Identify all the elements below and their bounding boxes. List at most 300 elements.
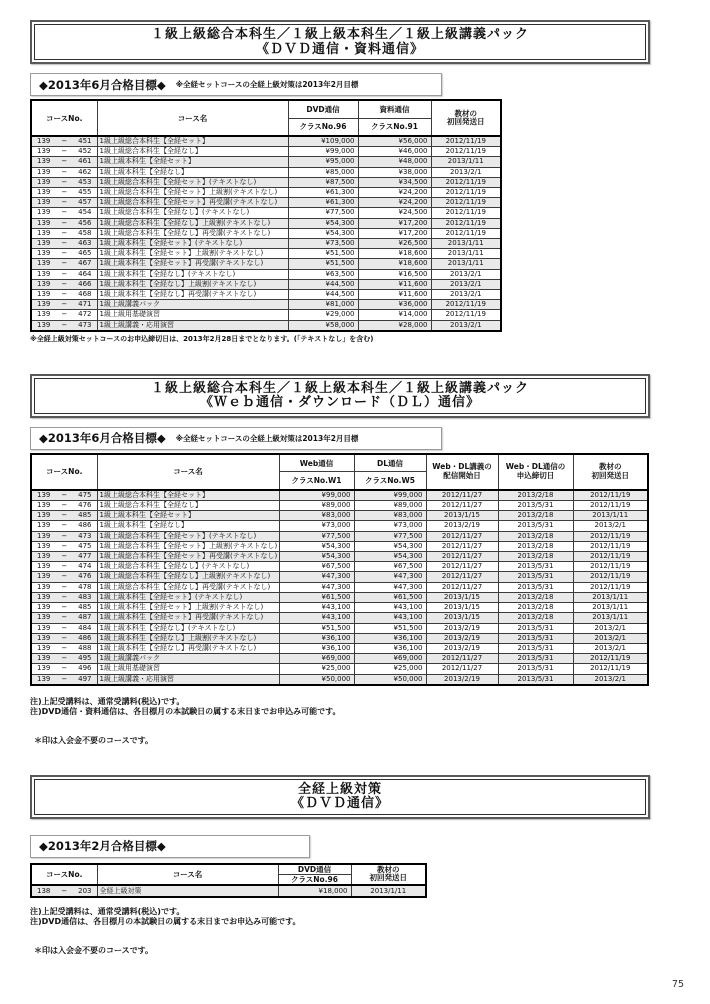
date-cell: 2013/1/15 xyxy=(426,592,498,602)
date-cell: 2013/1/15 xyxy=(426,613,498,623)
date-cell: 2013/1/15 xyxy=(426,511,498,521)
date-cell: 2012/11/27 xyxy=(426,552,498,562)
note-fee: 注)上記受講料は、通常受講料(税込)です。 xyxy=(30,696,185,706)
name-cell: 1級上級本科生【全経セット】 xyxy=(97,157,288,167)
header-materials-date: 教材の 初回発送日 xyxy=(431,100,501,136)
price-cell: ¥17,200 xyxy=(358,228,431,238)
date-cell: 2012/11/27 xyxy=(426,531,498,541)
no-cell: 139 − 464 xyxy=(31,269,97,279)
no-cell: 139 − 486 xyxy=(31,521,97,531)
date-cell: 2013/1/11 xyxy=(431,249,501,259)
no-cell: 138 − 203 xyxy=(31,885,97,897)
no-cell: 139 − 461 xyxy=(31,157,97,167)
section2-goal-note: ※全経セットコースの全経上級対策は2013年2月目標 xyxy=(175,433,359,443)
name-cell: 1級上級本科生【全経セット】 xyxy=(97,511,279,521)
date-cell: 2012/11/19 xyxy=(431,208,501,218)
table-row xyxy=(31,259,501,269)
table-row xyxy=(31,490,648,501)
date-cell: 2013/2/1 xyxy=(573,674,648,685)
price-cell: ¥61,500 xyxy=(354,592,426,602)
note-deadline: 注)DVD通信は、各目標月の本試験日の属する末日までお申込み可能です。 xyxy=(30,916,301,926)
price-cell: ¥95,000 xyxy=(288,157,358,167)
date-cell: 2013/5/31 xyxy=(498,643,573,653)
name-cell: 1級上級総合本科生【全経なし】再受講(テキストなし) xyxy=(97,228,288,238)
name-cell: 1級上級講義パック xyxy=(97,654,279,664)
table-row xyxy=(31,562,648,572)
date-cell: 2012/11/19 xyxy=(573,582,648,592)
price-cell: ¥46,000 xyxy=(358,147,431,157)
table-row xyxy=(31,249,501,259)
price-cell: ¥44,500 xyxy=(288,290,358,300)
price-cell: ¥29,000 xyxy=(288,310,358,320)
date-cell: 2013/1/11 xyxy=(573,592,648,602)
no-cell: 139 − 478 xyxy=(31,582,97,592)
section1-goal-note: ※全経セットコースの全経上級対策は2013年2月目標 xyxy=(175,80,359,89)
no-cell: 139 − 485 xyxy=(31,511,97,521)
date-cell: 2013/1/11 xyxy=(573,603,648,613)
date-cell: 2012/11/27 xyxy=(426,572,498,582)
no-cell: 139 − 475 xyxy=(31,541,97,551)
price-cell: ¥87,500 xyxy=(288,177,358,187)
date-cell: 2012/11/27 xyxy=(426,654,498,664)
no-cell: 139 − 463 xyxy=(31,239,97,249)
no-cell: 139 − 466 xyxy=(31,279,97,289)
name-cell: 1級上級本科生【全経セット】再受講(テキストなし) xyxy=(97,259,288,269)
date-cell: 2012/11/19 xyxy=(431,188,501,198)
price-cell: ¥16,500 xyxy=(358,269,431,279)
note-deadline: 注)DVD通信・資料通信は、各目標月の本試験日の属する末日までお申込み可能です。 xyxy=(30,706,341,716)
price-cell: ¥36,000 xyxy=(358,300,431,310)
name-cell: 1級上級本科生【全経なし】 xyxy=(97,167,288,177)
table-row xyxy=(31,885,426,897)
table-row xyxy=(31,279,501,289)
date-cell: 2013/1/11 xyxy=(431,157,501,167)
price-cell: ¥43,100 xyxy=(279,603,354,613)
table-row xyxy=(31,300,501,310)
price-cell: ¥25,000 xyxy=(279,664,354,674)
no-cell: 139 − 483 xyxy=(31,592,97,602)
price-cell: ¥61,300 xyxy=(288,198,358,208)
section2-notes xyxy=(30,697,710,717)
date-cell: 2012/11/19 xyxy=(431,136,501,147)
no-cell: 139 − 476 xyxy=(31,572,97,582)
header-dvd-class: クラスNo.96 xyxy=(288,118,358,136)
table-row xyxy=(31,198,501,208)
price-cell: ¥61,500 xyxy=(279,592,354,602)
table-row xyxy=(31,320,501,331)
name-cell: 1級上級総合本科生【全経なし】(テキストなし) xyxy=(97,562,279,572)
table-row xyxy=(31,633,648,643)
price-cell: ¥63,500 xyxy=(288,269,358,279)
price-cell: ¥11,600 xyxy=(358,279,431,289)
section1-goal-box xyxy=(30,73,442,96)
price-cell: ¥18,000 xyxy=(278,885,351,897)
header-stream-start: Web・DL講義の 配信開始日 xyxy=(426,454,498,490)
section3-title-box xyxy=(30,775,650,819)
name-cell: 1級上級総合本科生【全経なし】上級割(テキストなし) xyxy=(97,572,279,582)
note-fee: 注)上記受講料は、通常受講料(税込)です。 xyxy=(30,906,185,916)
header-materials-date: 教材の 初回発送日 xyxy=(351,864,426,885)
header-dvd: DVD通信 xyxy=(288,100,358,118)
price-cell: ¥99,000 xyxy=(288,147,358,157)
date-cell: 2013/1/11 xyxy=(573,613,648,623)
price-cell: ¥51,500 xyxy=(354,623,426,633)
no-cell: 139 − 495 xyxy=(31,654,97,664)
date-cell: 2013/1/11 xyxy=(431,259,501,269)
price-cell: ¥24,500 xyxy=(358,208,431,218)
header-shiryo-class: クラスNo.91 xyxy=(358,118,431,136)
price-cell: ¥73,500 xyxy=(288,239,358,249)
date-cell: 2013/5/31 xyxy=(498,572,573,582)
no-cell: 139 − 475 xyxy=(31,490,97,501)
price-cell: ¥50,000 xyxy=(279,674,354,685)
date-cell: 2013/2/1 xyxy=(573,633,648,643)
date-cell: 2013/5/31 xyxy=(498,633,573,643)
no-cell: 139 − 467 xyxy=(31,259,97,269)
header-dvd-class: クラスNo.96 xyxy=(278,874,351,885)
price-cell: ¥24,200 xyxy=(358,198,431,208)
name-cell: 1級上級総合本科生【全経セット】再受講(テキストなし) xyxy=(97,198,288,208)
price-cell: ¥54,300 xyxy=(288,228,358,238)
header-dl: DL通信 xyxy=(354,454,426,472)
price-cell: ¥36,100 xyxy=(279,633,354,643)
page-number: 75 xyxy=(671,979,684,990)
table-header xyxy=(31,100,501,136)
date-cell: 2013/2/18 xyxy=(498,603,573,613)
date-cell: 2013/2/18 xyxy=(498,511,573,521)
date-cell: 2012/11/19 xyxy=(431,177,501,187)
name-cell: 1級上級本科生【全経なし】 xyxy=(97,521,279,531)
name-cell: 1級上級総合本科生【全経セット】 xyxy=(97,490,279,501)
table-row xyxy=(31,541,648,551)
no-cell: 139 − 458 xyxy=(31,228,97,238)
name-cell: 1級上級総合本科生【全経セット】(テキストなし) xyxy=(97,531,279,541)
name-cell: 1級上級用基礎演習 xyxy=(97,310,288,320)
no-cell: 139 − 484 xyxy=(31,623,97,633)
date-cell: 2012/11/19 xyxy=(431,300,501,310)
dvd-shiryo-price-table xyxy=(30,99,502,332)
date-cell: 2013/2/1 xyxy=(431,290,501,300)
name-cell: 1級上級本科生【全経なし】(テキストなし) xyxy=(97,623,279,633)
date-cell: 2013/1/11 xyxy=(351,885,426,897)
no-cell: 139 − 453 xyxy=(31,177,97,187)
date-cell: 2012/11/19 xyxy=(573,572,648,582)
date-cell: 2013/1/15 xyxy=(426,603,498,613)
price-cell: ¥69,000 xyxy=(354,654,426,664)
no-cell: 139 − 476 xyxy=(31,501,97,511)
table-row xyxy=(31,208,501,218)
date-cell: 2012/11/19 xyxy=(573,654,648,664)
price-cell: ¥89,000 xyxy=(279,501,354,511)
section1-title-line2: 《ＤＶＤ通信・資料通信》 xyxy=(255,41,424,57)
price-cell: ¥51,500 xyxy=(288,259,358,269)
name-cell: 1級上級講義パック xyxy=(97,300,288,310)
date-cell: 2013/2/1 xyxy=(573,643,648,653)
price-cell: ¥99,000 xyxy=(354,490,426,501)
price-cell: ¥56,000 xyxy=(358,136,431,147)
name-cell: 1級上級用基礎演習 xyxy=(97,664,279,674)
date-cell: 2012/11/19 xyxy=(573,552,648,562)
price-cell: ¥69,000 xyxy=(279,654,354,664)
section1-goal-label: ◆2013年6月合格目標◆ xyxy=(39,77,166,92)
name-cell: 1級上級本科生【全経なし】上級割(テキストなし) xyxy=(97,279,288,289)
price-cell: ¥18,600 xyxy=(358,259,431,269)
date-cell: 2013/5/31 xyxy=(498,582,573,592)
table-row xyxy=(31,147,501,157)
no-cell: 139 − 473 xyxy=(31,320,97,331)
price-cell: ¥11,600 xyxy=(358,290,431,300)
date-cell: 2012/11/19 xyxy=(573,531,648,541)
price-cell: ¥99,000 xyxy=(279,490,354,501)
date-cell: 2013/5/31 xyxy=(498,654,573,664)
section2-goal-box xyxy=(30,427,442,450)
table-row xyxy=(31,188,501,198)
price-cell: ¥51,500 xyxy=(288,249,358,259)
date-cell: 2013/5/31 xyxy=(498,664,573,674)
table-row xyxy=(31,269,501,279)
date-cell: 2013/2/19 xyxy=(426,674,498,685)
header-course-no: コースNo. xyxy=(31,864,97,885)
date-cell: 2013/2/1 xyxy=(431,167,501,177)
web-dl-price-table xyxy=(30,453,649,686)
price-cell: ¥14,000 xyxy=(358,310,431,320)
table-row xyxy=(31,521,648,531)
no-cell: 139 − 497 xyxy=(31,674,97,685)
date-cell: 2013/2/18 xyxy=(498,592,573,602)
name-cell: 1級上級本科生【全経セット】再受講(テキストなし) xyxy=(97,613,279,623)
date-cell: 2012/11/19 xyxy=(573,541,648,551)
no-cell: 139 − 477 xyxy=(31,552,97,562)
table-row xyxy=(31,157,501,167)
price-cell: ¥54,300 xyxy=(354,552,426,562)
price-cell: ¥77,500 xyxy=(354,531,426,541)
date-cell: 2013/2/1 xyxy=(431,320,501,331)
date-cell: 2012/11/19 xyxy=(431,228,501,238)
price-cell: ¥67,500 xyxy=(279,562,354,572)
section3-title-line1: 全経上級対策 xyxy=(297,781,382,797)
name-cell: 全経上級対策 xyxy=(97,885,278,897)
price-cell: ¥47,300 xyxy=(279,582,354,592)
table-header xyxy=(31,454,648,490)
name-cell: 1級上級本科生【全経なし】再受講(テキストなし) xyxy=(97,643,279,653)
price-cell: ¥47,300 xyxy=(354,582,426,592)
date-cell: 2012/11/27 xyxy=(426,490,498,501)
price-cell: ¥24,200 xyxy=(358,188,431,198)
price-cell: ¥43,100 xyxy=(354,613,426,623)
header-shiryo: 資料通信 xyxy=(358,100,431,118)
date-cell: 2012/11/19 xyxy=(573,490,648,501)
date-cell: 2013/5/31 xyxy=(498,521,573,531)
price-cell: ¥73,000 xyxy=(354,521,426,531)
no-cell: 139 − 456 xyxy=(31,218,97,228)
no-cell: 139 − 452 xyxy=(31,147,97,157)
price-cell: ¥36,100 xyxy=(279,643,354,653)
date-cell: 2012/11/19 xyxy=(431,198,501,208)
price-cell: ¥28,000 xyxy=(358,320,431,331)
no-cell: 139 − 462 xyxy=(31,167,97,177)
date-cell: 2013/1/11 xyxy=(431,239,501,249)
no-cell: 139 − 474 xyxy=(31,562,97,572)
date-cell: 2013/5/31 xyxy=(498,501,573,511)
name-cell: 1級上級総合本科生【全経なし】 xyxy=(97,501,279,511)
price-cell: ¥47,300 xyxy=(279,572,354,582)
table-row xyxy=(31,674,648,685)
date-cell: 2012/11/19 xyxy=(573,562,648,572)
table-row xyxy=(31,136,501,147)
table-row xyxy=(31,239,501,249)
section3-goal-label: ◆2013年2月合格目標◆ xyxy=(39,839,166,854)
section2-title-line1: １級上級総合本科生／１級上級本科生／１級上級講義パック xyxy=(150,380,529,396)
price-cell: ¥54,300 xyxy=(288,218,358,228)
section3-notes xyxy=(30,907,710,927)
price-cell: ¥77,500 xyxy=(279,531,354,541)
name-cell: 1級上級本科生【全経セット】上級割(テキストなし) xyxy=(97,603,279,613)
no-cell: 139 − 454 xyxy=(31,208,97,218)
price-cell: ¥48,000 xyxy=(358,157,431,167)
table-row xyxy=(31,552,648,562)
date-cell: 2013/2/19 xyxy=(426,643,498,653)
price-cell: ¥44,500 xyxy=(288,279,358,289)
table-row xyxy=(31,623,648,633)
header-course-name: コース名 xyxy=(97,864,278,885)
table-row xyxy=(31,654,648,664)
section2-title-line2: 《Ｗｅｂ通信・ダウンロード（ＤＬ）通信》 xyxy=(199,395,480,411)
no-cell: 139 − 472 xyxy=(31,310,97,320)
header-course-name: コース名 xyxy=(97,454,279,490)
no-cell: 139 − 455 xyxy=(31,188,97,198)
date-cell: 2013/2/1 xyxy=(431,279,501,289)
table-row xyxy=(31,643,648,653)
name-cell: 1級上級総合本科生【全経なし】 xyxy=(97,147,288,157)
no-cell: 139 − 468 xyxy=(31,290,97,300)
name-cell: 1級上級総合本科生【全経セット】上級割(テキストなし) xyxy=(97,188,288,198)
no-cell: 139 − 457 xyxy=(31,198,97,208)
date-cell: 2013/2/1 xyxy=(573,521,648,531)
header-apply-deadline: Web・DL通信の 申込締切日 xyxy=(498,454,573,490)
section1-footnote: ※全経上級対策セットコースのお申込締切日は、2013年2月28日までとなります。(「テキストなし」を含む) xyxy=(30,334,374,343)
table-row xyxy=(31,511,648,521)
date-cell: 2013/2/1 xyxy=(431,269,501,279)
date-cell: 2012/11/27 xyxy=(426,541,498,551)
price-cell: ¥36,100 xyxy=(354,633,426,643)
date-cell: 2013/2/18 xyxy=(498,552,573,562)
price-cell: ¥73,000 xyxy=(279,521,354,531)
no-cell: 139 − 487 xyxy=(31,613,97,623)
table-row xyxy=(31,228,501,238)
price-cell: ¥43,100 xyxy=(354,603,426,613)
name-cell: 1級上級総合本科生【全経セット】再受講(テキストなし) xyxy=(97,552,279,562)
date-cell: 2012/11/19 xyxy=(573,501,648,511)
price-cell: ¥109,000 xyxy=(288,136,358,147)
date-cell: 2012/11/19 xyxy=(431,218,501,228)
no-cell: 139 − 451 xyxy=(31,136,97,147)
table-row xyxy=(31,582,648,592)
date-cell: 2013/5/31 xyxy=(498,562,573,572)
section1-title-box xyxy=(30,20,650,64)
name-cell: 1級上級本科生【全経セット】(テキストなし) xyxy=(97,592,279,602)
no-cell: 139 − 486 xyxy=(31,633,97,643)
name-cell: 1級上級総合本科生【全経なし】(テキストなし) xyxy=(97,208,288,218)
date-cell: 2013/1/11 xyxy=(573,511,648,521)
section2-title-box xyxy=(30,374,650,418)
section3-title-line2: 《ＤＶＤ通信》 xyxy=(290,796,389,812)
price-cell: ¥38,000 xyxy=(358,167,431,177)
date-cell: 2013/5/31 xyxy=(498,674,573,685)
no-cell: 139 − 488 xyxy=(31,643,97,653)
date-cell: 2013/2/19 xyxy=(426,623,498,633)
price-cell: ¥51,500 xyxy=(279,623,354,633)
price-cell: ¥89,000 xyxy=(354,501,426,511)
date-cell: 2013/5/31 xyxy=(498,623,573,633)
table-row xyxy=(31,531,648,541)
table-row xyxy=(31,613,648,623)
name-cell: 1級上級講義・応用演習 xyxy=(97,674,279,685)
table-header xyxy=(31,864,426,885)
date-cell: 2012/11/27 xyxy=(426,501,498,511)
price-cell: ¥77,500 xyxy=(288,208,358,218)
price-cell: ¥85,000 xyxy=(288,167,358,177)
price-cell: ¥81,000 xyxy=(288,300,358,310)
date-cell: 2012/11/19 xyxy=(573,664,648,674)
name-cell: 1級上級本科生【全経セット】(テキストなし) xyxy=(97,239,288,249)
price-cell: ¥26,500 xyxy=(358,239,431,249)
date-cell: 2013/2/19 xyxy=(426,521,498,531)
zenkei-price-table xyxy=(30,863,427,898)
price-cell: ¥17,200 xyxy=(358,218,431,228)
table-row xyxy=(31,310,501,320)
table-row xyxy=(31,177,501,187)
table-row xyxy=(31,167,501,177)
no-cell: 139 − 485 xyxy=(31,603,97,613)
date-cell: 2012/11/19 xyxy=(431,310,501,320)
date-cell: 2013/2/18 xyxy=(498,613,573,623)
price-cell: ¥83,000 xyxy=(354,511,426,521)
table-row xyxy=(31,501,648,511)
date-cell: 2013/2/18 xyxy=(498,490,573,501)
header-dl-class: クラスNo.W5 xyxy=(354,472,426,490)
section3-goal-box xyxy=(30,835,310,858)
price-cell: ¥54,300 xyxy=(354,541,426,551)
header-web-class: クラスNo.W1 xyxy=(279,472,354,490)
price-cell: ¥54,300 xyxy=(279,541,354,551)
no-cell: 139 − 471 xyxy=(31,300,97,310)
header-course-no: コースNo. xyxy=(31,100,97,136)
table-row xyxy=(31,603,648,613)
price-cell: ¥18,600 xyxy=(358,249,431,259)
no-cell: 139 − 465 xyxy=(31,249,97,259)
date-cell: 2013/2/18 xyxy=(498,531,573,541)
price-cell: ¥67,500 xyxy=(354,562,426,572)
name-cell: 1級上級本科生【全経セット】上級割(テキストなし) xyxy=(97,249,288,259)
date-cell: 2012/11/19 xyxy=(431,147,501,157)
table-row xyxy=(31,290,501,300)
table-row xyxy=(31,572,648,582)
header-dvd: DVD通信 xyxy=(278,864,351,875)
name-cell: 1級上級講義・応用演習 xyxy=(97,320,288,331)
date-cell: 2013/2/18 xyxy=(498,541,573,551)
section1-title-line1: １級上級総合本科生／１級上級本科生／１級上級講義パック xyxy=(150,27,529,42)
date-cell: 2013/2/19 xyxy=(426,633,498,643)
price-cell: ¥61,300 xyxy=(288,188,358,198)
name-cell: 1級上級総合本科生【全経セット】上級割(テキストなし) xyxy=(97,541,279,551)
no-cell: 139 − 496 xyxy=(31,664,97,674)
price-cell: ¥47,300 xyxy=(354,572,426,582)
section2-goal-label: ◆2013年6月合格目標◆ xyxy=(39,431,166,446)
header-web: Web通信 xyxy=(279,454,354,472)
name-cell: 1級上級本科生【全経なし】再受講(テキストなし) xyxy=(97,290,288,300)
price-cell: ¥25,000 xyxy=(354,664,426,674)
header-course-no: コースNo. xyxy=(31,454,97,490)
